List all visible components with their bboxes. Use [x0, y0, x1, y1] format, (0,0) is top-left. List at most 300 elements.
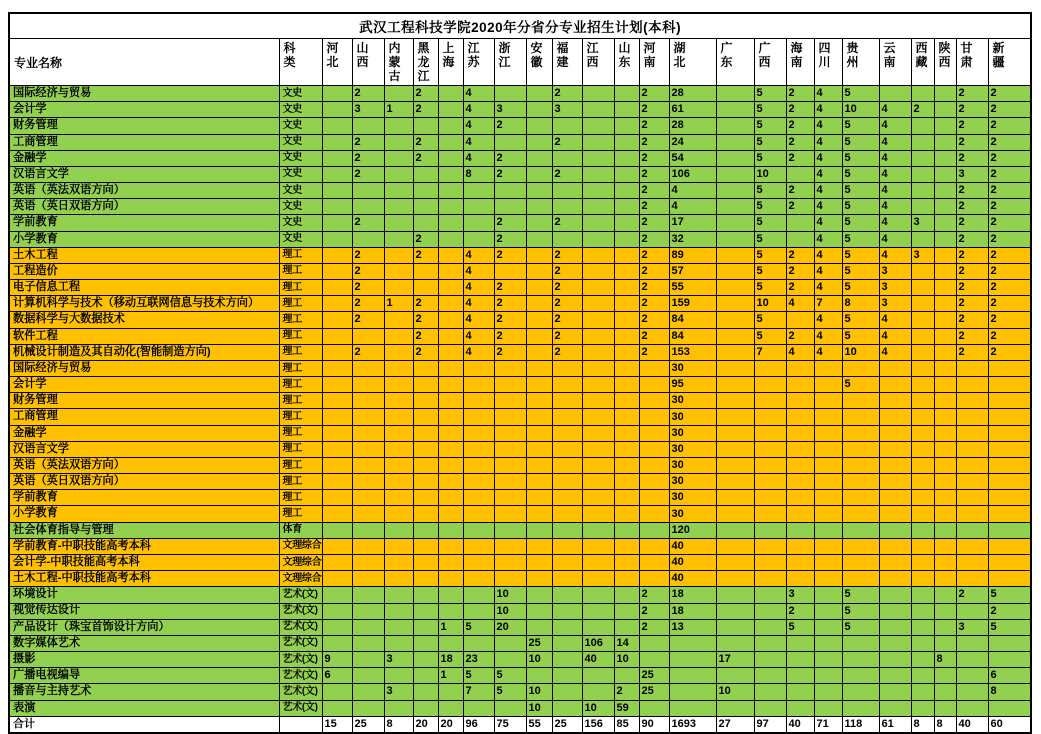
value-cell	[879, 506, 911, 522]
value-cell: 153	[669, 344, 716, 360]
value-cell	[988, 457, 1031, 473]
value-cell: 4	[879, 247, 911, 263]
value-cell: 2	[352, 86, 384, 102]
value-cell	[786, 506, 814, 522]
value-cell: 4	[879, 344, 911, 360]
value-cell: 4	[463, 118, 494, 134]
value-cell	[582, 296, 614, 312]
value-cell: 2	[494, 215, 526, 231]
value-cell	[716, 231, 754, 247]
value-cell: 4	[879, 215, 911, 231]
value-cell: 10	[494, 603, 526, 619]
value-cell	[988, 425, 1031, 441]
category-cell: 理工	[279, 344, 322, 360]
value-cell	[614, 441, 639, 457]
value-cell	[716, 312, 754, 328]
province-label: 河北	[326, 41, 339, 70]
value-cell	[879, 474, 911, 490]
value-cell	[352, 231, 384, 247]
value-cell	[614, 344, 639, 360]
value-cell	[911, 118, 934, 134]
major-name-cell: 广播电视编导	[9, 668, 279, 684]
value-cell	[438, 474, 463, 490]
major-name-cell: 表演	[9, 700, 279, 716]
value-cell: 84	[669, 328, 716, 344]
value-cell: 2	[956, 587, 988, 603]
value-cell	[582, 522, 614, 538]
value-cell	[716, 86, 754, 102]
value-cell: 5	[842, 328, 879, 344]
value-cell: 32	[669, 231, 716, 247]
value-cell	[322, 231, 352, 247]
table-row	[9, 603, 1031, 619]
value-cell: 2	[552, 280, 582, 296]
value-cell	[956, 409, 988, 425]
value-cell	[526, 134, 552, 150]
value-cell	[526, 296, 552, 312]
value-cell	[494, 377, 526, 393]
value-cell: 2	[988, 215, 1031, 231]
value-cell	[526, 425, 552, 441]
value-cell	[384, 199, 413, 215]
value-cell	[352, 409, 384, 425]
value-cell	[384, 312, 413, 328]
value-cell	[614, 668, 639, 684]
value-cell: 5	[754, 118, 786, 134]
value-cell: 6	[322, 668, 352, 684]
value-cell	[814, 490, 842, 506]
value-cell: 2	[956, 296, 988, 312]
value-cell	[322, 102, 352, 118]
value-cell	[716, 409, 754, 425]
value-cell	[384, 377, 413, 393]
value-cell	[463, 457, 494, 473]
value-cell	[582, 684, 614, 700]
category-cell: 文理综合	[279, 554, 322, 570]
value-cell: 2	[552, 344, 582, 360]
value-cell	[494, 538, 526, 554]
value-cell	[526, 377, 552, 393]
value-cell	[669, 668, 716, 684]
value-cell	[322, 684, 352, 700]
category-cell: 艺术(文)	[279, 652, 322, 668]
total-value-cell: 118	[842, 716, 879, 733]
column-header-major: 专业名称	[9, 39, 279, 86]
category-cell: 体育	[279, 522, 322, 538]
value-cell: 2	[639, 587, 669, 603]
value-cell: 2	[956, 215, 988, 231]
value-cell	[413, 522, 438, 538]
value-cell	[814, 554, 842, 570]
value-cell	[552, 571, 582, 587]
value-cell	[934, 506, 956, 522]
value-cell	[438, 554, 463, 570]
value-cell: 18	[669, 603, 716, 619]
major-name-cell: 电子信息工程	[9, 280, 279, 296]
value-cell: 4	[463, 86, 494, 102]
major-name-cell: 视觉传达设计	[9, 603, 279, 619]
value-cell	[413, 554, 438, 570]
value-cell: 4	[879, 102, 911, 118]
value-cell	[814, 603, 842, 619]
value-cell	[384, 474, 413, 490]
value-cell	[322, 118, 352, 134]
value-cell	[322, 490, 352, 506]
value-cell: 5	[463, 668, 494, 684]
value-cell	[956, 700, 988, 716]
value-cell: 5	[842, 215, 879, 231]
value-cell: 2	[988, 280, 1031, 296]
value-cell	[322, 474, 352, 490]
category-cell: 文史	[279, 199, 322, 215]
province-label: 云南	[883, 41, 896, 70]
value-cell	[463, 360, 494, 376]
value-cell	[814, 700, 842, 716]
value-cell: 2	[988, 328, 1031, 344]
value-cell	[814, 652, 842, 668]
value-cell	[413, 538, 438, 554]
value-cell	[842, 522, 879, 538]
major-name-cell: 土木工程-中职技能高考本科	[9, 571, 279, 587]
value-cell	[494, 393, 526, 409]
value-cell	[934, 263, 956, 279]
value-cell	[639, 409, 669, 425]
value-cell: 2	[639, 328, 669, 344]
value-cell	[384, 360, 413, 376]
value-cell: 2	[413, 86, 438, 102]
value-cell: 4	[814, 86, 842, 102]
value-cell	[352, 425, 384, 441]
value-cell: 4	[814, 118, 842, 134]
value-cell: 30	[669, 441, 716, 457]
value-cell	[934, 457, 956, 473]
value-cell	[786, 409, 814, 425]
province-label: 海南	[790, 41, 803, 70]
value-cell	[786, 490, 814, 506]
value-cell: 2	[639, 183, 669, 199]
value-cell	[526, 490, 552, 506]
column-header-province-20	[934, 39, 956, 86]
value-cell: 7	[463, 684, 494, 700]
value-cell	[614, 134, 639, 150]
value-cell	[494, 474, 526, 490]
value-cell	[716, 490, 754, 506]
value-cell: 159	[669, 296, 716, 312]
value-cell	[716, 344, 754, 360]
major-name-cell: 会计学	[9, 102, 279, 118]
total-value-cell: 40	[786, 716, 814, 733]
value-cell: 5	[494, 668, 526, 684]
value-cell: 4	[669, 199, 716, 215]
value-cell	[322, 522, 352, 538]
value-cell	[988, 538, 1031, 554]
value-cell: 4	[463, 328, 494, 344]
value-cell	[639, 700, 669, 716]
value-cell	[754, 425, 786, 441]
value-cell	[494, 134, 526, 150]
value-cell	[352, 328, 384, 344]
column-header-province-4	[438, 39, 463, 86]
value-cell	[463, 409, 494, 425]
value-cell	[438, 571, 463, 587]
admission-plan-table	[8, 12, 1032, 734]
value-cell	[614, 118, 639, 134]
value-cell	[494, 635, 526, 651]
total-value-cell: 8	[934, 716, 956, 733]
value-cell	[911, 377, 934, 393]
value-cell	[384, 231, 413, 247]
value-cell	[956, 393, 988, 409]
value-cell	[934, 668, 956, 684]
value-cell	[438, 312, 463, 328]
major-name-cell: 汉语言文学	[9, 441, 279, 457]
table-row	[9, 215, 1031, 231]
value-cell	[754, 587, 786, 603]
value-cell	[322, 571, 352, 587]
value-cell	[352, 441, 384, 457]
major-name-cell: 会计学-中职技能高考本科	[9, 554, 279, 570]
table-row	[9, 441, 1031, 457]
value-cell	[463, 377, 494, 393]
major-name-cell: 数据科学与大数据技术	[9, 312, 279, 328]
category-cell: 文史	[279, 231, 322, 247]
value-cell	[879, 409, 911, 425]
value-cell: 4	[814, 344, 842, 360]
value-cell	[614, 393, 639, 409]
value-cell	[814, 522, 842, 538]
value-cell	[988, 393, 1031, 409]
value-cell	[463, 635, 494, 651]
value-cell	[934, 247, 956, 263]
value-cell: 2	[494, 328, 526, 344]
value-cell	[911, 457, 934, 473]
value-cell	[582, 118, 614, 134]
value-cell	[911, 668, 934, 684]
value-cell: 5	[842, 377, 879, 393]
value-cell	[494, 522, 526, 538]
value-cell	[352, 652, 384, 668]
total-value-cell: 27	[716, 716, 754, 733]
value-cell	[413, 215, 438, 231]
column-header-province-9	[582, 39, 614, 86]
category-cell: 理工	[279, 360, 322, 376]
value-cell	[911, 571, 934, 587]
value-cell: 4	[814, 215, 842, 231]
value-cell	[352, 506, 384, 522]
value-cell	[413, 118, 438, 134]
value-cell	[322, 150, 352, 166]
category-cell: 理工	[279, 474, 322, 490]
value-cell: 2	[639, 344, 669, 360]
value-cell	[413, 457, 438, 473]
value-cell: 2	[494, 166, 526, 182]
value-cell: 2	[956, 247, 988, 263]
value-cell	[582, 603, 614, 619]
value-cell	[582, 474, 614, 490]
value-cell	[352, 571, 384, 587]
value-cell	[716, 166, 754, 182]
value-cell	[786, 231, 814, 247]
value-cell	[352, 377, 384, 393]
major-name-cell: 学前教育-中职技能高考本科	[9, 538, 279, 554]
value-cell: 3	[494, 102, 526, 118]
value-cell	[879, 684, 911, 700]
value-cell	[352, 393, 384, 409]
value-cell	[911, 312, 934, 328]
province-label: 安徽	[530, 41, 543, 70]
value-cell	[956, 554, 988, 570]
table-row	[9, 700, 1031, 716]
value-cell	[526, 409, 552, 425]
value-cell: 40	[582, 652, 614, 668]
value-cell	[934, 150, 956, 166]
value-cell	[934, 554, 956, 570]
value-cell	[438, 425, 463, 441]
value-cell: 3	[956, 619, 988, 635]
value-cell	[879, 652, 911, 668]
value-cell	[582, 231, 614, 247]
value-cell: 4	[879, 312, 911, 328]
value-cell: 40	[669, 538, 716, 554]
value-cell	[438, 328, 463, 344]
value-cell	[322, 247, 352, 263]
value-cell	[352, 700, 384, 716]
value-cell: 10	[582, 700, 614, 716]
value-cell: 5	[842, 619, 879, 635]
value-cell	[934, 684, 956, 700]
value-cell	[639, 522, 669, 538]
value-cell	[639, 393, 669, 409]
value-cell	[322, 700, 352, 716]
value-cell: 2	[639, 619, 669, 635]
value-cell	[716, 199, 754, 215]
value-cell	[322, 344, 352, 360]
value-cell	[552, 474, 582, 490]
value-cell	[754, 554, 786, 570]
value-cell: 20	[494, 619, 526, 635]
value-cell	[526, 263, 552, 279]
value-cell: 5	[786, 619, 814, 635]
value-cell	[614, 425, 639, 441]
province-label: 山东	[618, 41, 631, 70]
value-cell	[842, 474, 879, 490]
value-cell: 2	[352, 166, 384, 182]
major-name-cell: 工商管理	[9, 134, 279, 150]
value-cell: 2	[786, 263, 814, 279]
value-cell	[786, 377, 814, 393]
value-cell	[934, 425, 956, 441]
category-cell: 文理综合	[279, 538, 322, 554]
value-cell: 55	[669, 280, 716, 296]
value-cell: 2	[413, 102, 438, 118]
value-cell: 4	[814, 166, 842, 182]
value-cell	[934, 86, 956, 102]
value-cell	[582, 344, 614, 360]
value-cell	[582, 668, 614, 684]
value-cell	[911, 425, 934, 441]
value-cell	[463, 425, 494, 441]
value-cell	[352, 635, 384, 651]
value-cell	[879, 522, 911, 538]
value-cell	[934, 700, 956, 716]
value-cell: 2	[956, 150, 988, 166]
value-cell: 2	[413, 231, 438, 247]
value-cell	[322, 360, 352, 376]
value-cell: 2	[639, 199, 669, 215]
value-cell	[934, 166, 956, 182]
value-cell	[352, 183, 384, 199]
category-cell: 艺术(文)	[279, 587, 322, 603]
column-header-province-16	[814, 39, 842, 86]
value-cell: 2	[639, 215, 669, 231]
value-cell: 120	[669, 522, 716, 538]
total-category-cell	[279, 716, 322, 733]
value-cell: 2	[552, 328, 582, 344]
value-cell	[716, 215, 754, 231]
value-cell	[614, 102, 639, 118]
value-cell: 5	[988, 587, 1031, 603]
value-cell	[754, 393, 786, 409]
value-cell: 2	[639, 247, 669, 263]
value-cell	[582, 280, 614, 296]
value-cell: 4	[463, 263, 494, 279]
value-cell	[582, 425, 614, 441]
column-header-province-1	[352, 39, 384, 86]
value-cell: 2	[988, 118, 1031, 134]
value-cell: 2	[988, 150, 1031, 166]
value-cell	[842, 425, 879, 441]
value-cell	[438, 150, 463, 166]
value-cell	[552, 150, 582, 166]
total-value-cell: 20	[438, 716, 463, 733]
total-value-cell: 55	[526, 716, 552, 733]
value-cell	[438, 118, 463, 134]
value-cell	[956, 522, 988, 538]
category-cell: 理工	[279, 393, 322, 409]
value-cell	[911, 134, 934, 150]
value-cell	[413, 199, 438, 215]
value-cell	[669, 684, 716, 700]
value-cell	[716, 457, 754, 473]
value-cell: 2	[413, 150, 438, 166]
value-cell: 4	[814, 102, 842, 118]
value-cell	[384, 668, 413, 684]
value-cell: 2	[988, 603, 1031, 619]
major-name-cell: 英语（英日双语方向）	[9, 474, 279, 490]
value-cell	[322, 280, 352, 296]
value-cell	[956, 652, 988, 668]
value-cell	[322, 506, 352, 522]
value-cell	[911, 490, 934, 506]
value-cell	[614, 603, 639, 619]
column-header-province-2	[384, 39, 413, 86]
value-cell	[842, 441, 879, 457]
value-cell: 2	[352, 344, 384, 360]
value-cell	[911, 684, 934, 700]
value-cell	[716, 118, 754, 134]
value-cell	[956, 684, 988, 700]
value-cell	[716, 668, 754, 684]
value-cell	[716, 425, 754, 441]
value-cell	[552, 183, 582, 199]
value-cell	[814, 393, 842, 409]
value-cell: 14	[614, 635, 639, 651]
category-cell: 理工	[279, 409, 322, 425]
value-cell	[413, 263, 438, 279]
value-cell	[438, 247, 463, 263]
value-cell	[879, 441, 911, 457]
value-cell	[614, 263, 639, 279]
